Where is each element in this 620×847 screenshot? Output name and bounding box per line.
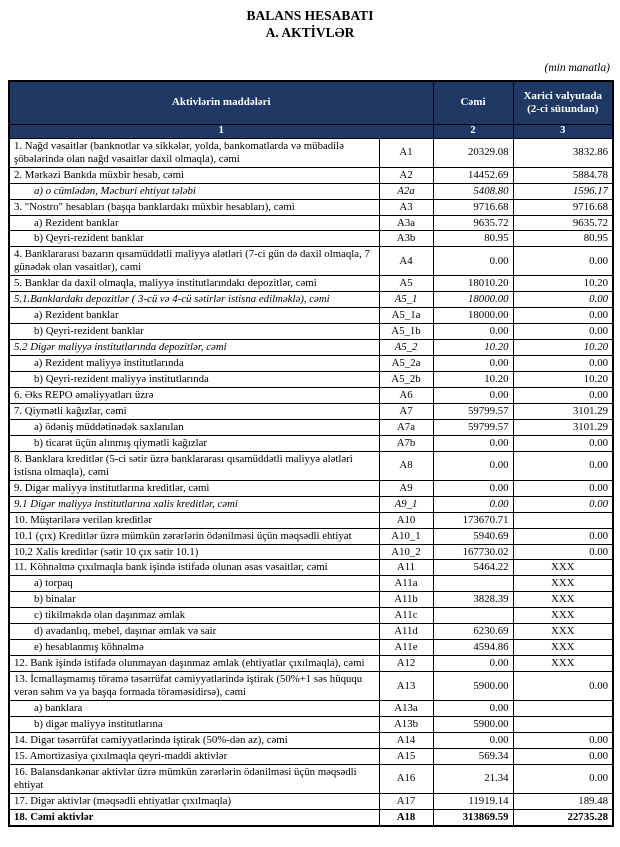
total-value-cell: 0.00 — [433, 435, 513, 451]
table-row — [9, 480, 613, 496]
foreign-currency-value-cell: 10.20 — [513, 340, 613, 356]
column-number-row — [9, 124, 613, 138]
table-row — [9, 183, 613, 199]
total-value-cell: 0.00 — [433, 388, 513, 404]
total-value-cell: 14452.69 — [433, 167, 513, 183]
total-value-cell: 0.00 — [433, 496, 513, 512]
item-label-cell: 9. Digər maliyyə institutlarına kreditlər, cəmi — [9, 480, 379, 496]
item-code-cell: A11b — [379, 592, 433, 608]
total-value-cell: 11919.14 — [433, 793, 513, 809]
item-label-cell: 7. Qiymətli kağızlar, cəmi — [9, 403, 379, 419]
table-row — [9, 276, 613, 292]
foreign-currency-value-cell: 0.00 — [513, 435, 613, 451]
foreign-currency-value-cell: 0.00 — [513, 388, 613, 404]
foreign-currency-value-cell: 10.20 — [513, 276, 613, 292]
total-value-cell: 18000.00 — [433, 292, 513, 308]
total-value-cell: 0.00 — [433, 451, 513, 480]
total-value-cell: 5408.80 — [433, 183, 513, 199]
table-row — [9, 656, 613, 672]
item-code-cell: A13 — [379, 672, 433, 701]
table-row — [9, 372, 613, 388]
table-row — [9, 640, 613, 656]
foreign-currency-value-cell — [513, 512, 613, 528]
item-code-cell: A5_1a — [379, 308, 433, 324]
item-code-cell: A6 — [379, 388, 433, 404]
table-row — [9, 292, 613, 308]
item-code-cell: A10_1 — [379, 528, 433, 544]
total-value-cell: 0.00 — [433, 247, 513, 276]
item-code-cell: A3 — [379, 199, 433, 215]
item-code-cell: A12 — [379, 656, 433, 672]
total-value-cell: 20329.08 — [433, 138, 513, 167]
item-label-cell: 1. Nağd vəsaitlər (banknotlar və sikkələr, yolda, bankomatlarda və mübadilə şöbələrində olan nağd vəsaitlər daxil olmaqla), cəmi — [9, 138, 379, 167]
table-row — [9, 672, 613, 701]
item-code-cell: A10 — [379, 512, 433, 528]
total-value-cell: 18000.00 — [433, 308, 513, 324]
unit-note: (min manatla) — [544, 61, 610, 74]
item-label-cell: 10.1 (çıx) Kreditlər üzrə mümkün zərərlərin ödənilməsi üçün məqsədli ehtiyat — [9, 528, 379, 544]
header-total-column: Cəmi — [433, 81, 513, 125]
table-row — [9, 435, 613, 451]
item-label-cell: 17. Digər aktivlər (məqsədli ehtiyatlar çıxılmaqla) — [9, 793, 379, 809]
table-row — [9, 308, 613, 324]
item-label-cell: 18. Cəmi aktivlər — [9, 809, 379, 825]
item-code-cell: A2a — [379, 183, 433, 199]
report-title-block — [8, 8, 612, 42]
foreign-currency-value-cell: XXX — [513, 640, 613, 656]
foreign-currency-value-cell: 80.95 — [513, 231, 613, 247]
item-code-cell: A5 — [379, 276, 433, 292]
foreign-currency-value-cell: XXX — [513, 576, 613, 592]
total-value-cell: 0.00 — [433, 480, 513, 496]
item-label-cell: 10. Müştərilərə verilən kreditlər — [9, 512, 379, 528]
item-code-cell: A4 — [379, 247, 433, 276]
total-value-cell: 10.20 — [433, 340, 513, 356]
total-value-cell: 3828.39 — [433, 592, 513, 608]
item-label-cell: c) tikilməkdə olan daşınmaz əmlak — [9, 608, 379, 624]
foreign-currency-value-cell: 0.00 — [513, 308, 613, 324]
item-code-cell: A7a — [379, 419, 433, 435]
item-code-cell: A2 — [379, 167, 433, 183]
item-label-cell: a) banklara — [9, 701, 379, 717]
foreign-currency-value-cell: 0.00 — [513, 496, 613, 512]
foreign-currency-value-cell: XXX — [513, 592, 613, 608]
report-title-line2: A. AKTİVLƏR — [265, 24, 355, 40]
item-code-cell: A3b — [379, 231, 433, 247]
item-label-cell: 11. Köhnəlmə çıxılmaqla bank işində istifadə olunan əsas vəsaitlər, cəmi — [9, 560, 379, 576]
table-header — [9, 81, 613, 139]
table-row — [9, 764, 613, 793]
foreign-currency-value-cell: 0.00 — [513, 356, 613, 372]
item-label-cell: e) hesablanmış köhnəlmə — [9, 640, 379, 656]
foreign-currency-value-cell: 9635.72 — [513, 215, 613, 231]
header-items-column: Aktivlərin maddələri — [9, 81, 433, 125]
table-row — [9, 199, 613, 215]
foreign-currency-value-cell: 0.00 — [513, 748, 613, 764]
item-code-cell: A18 — [379, 809, 433, 825]
item-label-cell: a) Rezident maliyyə institutlarında — [9, 356, 379, 372]
table-row — [9, 576, 613, 592]
report-title-line1: BALANS HESABATI — [246, 8, 374, 23]
column-number-1: 1 — [9, 124, 433, 138]
table-row — [9, 247, 613, 276]
item-label-cell: a) o cümlədən, Məcburi ehtiyat tələbi — [9, 183, 379, 199]
foreign-currency-value-cell: XXX — [513, 560, 613, 576]
item-label-cell: b) ticarət üçün alınmış qiymətli kağızlar — [9, 435, 379, 451]
foreign-currency-value-cell: 0.00 — [513, 544, 613, 560]
item-code-cell: A11a — [379, 576, 433, 592]
item-code-cell: A11d — [379, 624, 433, 640]
item-label-cell: 5.2 Digər maliyyə institutlarında depozitlər, cəmi — [9, 340, 379, 356]
table-row — [9, 340, 613, 356]
table-row — [9, 388, 613, 404]
table-row — [9, 748, 613, 764]
total-value-cell: 0.00 — [433, 324, 513, 340]
table-row — [9, 701, 613, 717]
item-label-cell: a) Rezident banklar — [9, 308, 379, 324]
total-value-cell: 9635.72 — [433, 215, 513, 231]
table-row — [9, 544, 613, 560]
table-body — [9, 138, 613, 825]
item-label-cell: 14. Digər təsərrüfat cəmiyyətlərində iştirak (50%-dən az), cəmi — [9, 732, 379, 748]
item-label-cell: b) binalar — [9, 592, 379, 608]
foreign-currency-value-cell: 0.00 — [513, 247, 613, 276]
item-code-cell: A5_1 — [379, 292, 433, 308]
item-code-cell: A9_1 — [379, 496, 433, 512]
foreign-currency-value-cell: 3832.86 — [513, 138, 613, 167]
item-code-cell: A13a — [379, 701, 433, 717]
item-label-cell: 10.2 Xalis kreditlər (sətir 10 çıx sətir 10.1) — [9, 544, 379, 560]
total-value-cell: 0.00 — [433, 701, 513, 717]
foreign-currency-value-cell — [513, 717, 613, 733]
total-value-cell: 5464.22 — [433, 560, 513, 576]
item-label-cell: 5.1.Banklardakı depozitlər ( 3-cü və 4-cü sətirlər istisna edilməklə), cəmi — [9, 292, 379, 308]
column-number-3: 3 — [513, 124, 613, 138]
foreign-currency-value-cell — [513, 701, 613, 717]
item-label-cell: 12. Bank işində istifadə olunmayan daşınmaz əmlak (ehtiyatlar çıxılmaqla), cəmi — [9, 656, 379, 672]
item-code-cell: A17 — [379, 793, 433, 809]
item-code-cell: A16 — [379, 764, 433, 793]
item-label-cell: 13. İcmallaşmamış törəmə təsərrüfat cəmiyyətlərində iştirak (50%+1 səs hüququ verən səhm və ya başqa formada törəməsidirsə), cəmi — [9, 672, 379, 701]
table-row — [9, 592, 613, 608]
item-code-cell: A7 — [379, 403, 433, 419]
foreign-currency-value-cell: XXX — [513, 624, 613, 640]
foreign-currency-value-cell: XXX — [513, 656, 613, 672]
column-number-2: 2 — [433, 124, 513, 138]
total-value-cell: 0.00 — [433, 356, 513, 372]
foreign-currency-value-cell: 5884.78 — [513, 167, 613, 183]
header-foreign-column: Xarici valyutada (2-ci sütundan) — [513, 81, 613, 125]
table-header-row — [9, 81, 613, 125]
total-value-cell — [433, 608, 513, 624]
item-label-cell: b) Qeyri-rezident banklar — [9, 231, 379, 247]
item-label-cell: 8. Banklara kreditlər (5-ci sətir üzrə banklararası qısamüddətli maliyyə alətləri istisna olmaqla), cəmi — [9, 451, 379, 480]
table-row — [9, 717, 613, 733]
total-value-cell: 4594.86 — [433, 640, 513, 656]
item-label-cell: 9.1 Digər maliyyə institutlarına xalis kreditlər, cəmi — [9, 496, 379, 512]
foreign-currency-value-cell: XXX — [513, 608, 613, 624]
item-label-cell: d) avadanlıq, mebel, daşınar əmlak və sair — [9, 624, 379, 640]
foreign-currency-value-cell: 0.00 — [513, 528, 613, 544]
item-label-cell: 3. "Nostro" hesabları (başqa banklardakı müxbir hesabları), cəmi — [9, 199, 379, 215]
table-row — [9, 512, 613, 528]
item-label-cell: b) Qeyri-rezident maliyyə institutlarında — [9, 372, 379, 388]
total-value-cell: 173670.71 — [433, 512, 513, 528]
total-value-cell: 313869.59 — [433, 809, 513, 825]
total-value-cell: 569.34 — [433, 748, 513, 764]
item-code-cell: A11e — [379, 640, 433, 656]
item-label-cell: a) ödəniş müddətinədək saxlanılan — [9, 419, 379, 435]
foreign-currency-value-cell: 10.20 — [513, 372, 613, 388]
item-code-cell: A14 — [379, 732, 433, 748]
total-value-cell: 5900.00 — [433, 672, 513, 701]
item-code-cell: A5_2b — [379, 372, 433, 388]
item-label-cell: b) digər maliyyə institutlarına — [9, 717, 379, 733]
item-code-cell: A7b — [379, 435, 433, 451]
foreign-currency-value-cell: 0.00 — [513, 292, 613, 308]
item-label-cell: 16. Balansdankənar aktivlər üzrə mümkün zərərlərin ödənilməsi üçün məqsədli ehtiyat — [9, 764, 379, 793]
foreign-currency-value-cell: 189.48 — [513, 793, 613, 809]
foreign-currency-value-cell: 22735.28 — [513, 809, 613, 825]
item-code-cell: A13b — [379, 717, 433, 733]
foreign-currency-value-cell: 0.00 — [513, 451, 613, 480]
total-value-cell: 0.00 — [433, 656, 513, 672]
item-code-cell: A8 — [379, 451, 433, 480]
item-label-cell: a) torpaq — [9, 576, 379, 592]
foreign-currency-value-cell: 0.00 — [513, 732, 613, 748]
foreign-currency-value-cell: 9716.68 — [513, 199, 613, 215]
table-row — [9, 231, 613, 247]
table-row — [9, 324, 613, 340]
item-code-cell: A10_2 — [379, 544, 433, 560]
balance-sheet-table — [8, 80, 614, 827]
foreign-currency-value-cell: 0.00 — [513, 480, 613, 496]
table-row — [9, 167, 613, 183]
total-value-cell — [433, 576, 513, 592]
table-row — [9, 608, 613, 624]
total-value-cell: 0.00 — [433, 732, 513, 748]
item-code-cell: A11c — [379, 608, 433, 624]
foreign-currency-value-cell: 0.00 — [513, 764, 613, 793]
item-code-cell: A5_2 — [379, 340, 433, 356]
item-label-cell: 5. Banklar da daxil olmaqla, maliyyə institutlarındakı depozitlər, cəmi — [9, 276, 379, 292]
total-value-cell: 80.95 — [433, 231, 513, 247]
total-value-cell: 59799.57 — [433, 403, 513, 419]
total-value-cell: 6230.69 — [433, 624, 513, 640]
item-code-cell: A5_1b — [379, 324, 433, 340]
total-value-cell: 5900.00 — [433, 717, 513, 733]
total-value-cell: 59799.57 — [433, 419, 513, 435]
item-code-cell: A9 — [379, 480, 433, 496]
total-value-cell: 10.20 — [433, 372, 513, 388]
table-row — [9, 451, 613, 480]
item-label-cell: b) Qeyri-rezident banklar — [9, 324, 379, 340]
item-label-cell: 2. Mərkəzi Bankda müxbir hesab, cəmi — [9, 167, 379, 183]
foreign-currency-value-cell: 0.00 — [513, 324, 613, 340]
item-label-cell: a) Rezident banklar — [9, 215, 379, 231]
item-code-cell: A15 — [379, 748, 433, 764]
total-value-cell: 9716.68 — [433, 199, 513, 215]
table-row — [9, 138, 613, 167]
table-row — [9, 793, 613, 809]
table-row — [9, 215, 613, 231]
table-row — [9, 528, 613, 544]
table-row — [9, 403, 613, 419]
table-row — [9, 560, 613, 576]
table-row — [9, 809, 613, 825]
item-code-cell: A1 — [379, 138, 433, 167]
total-value-cell: 167730.02 — [433, 544, 513, 560]
table-row — [9, 496, 613, 512]
total-value-cell: 21.34 — [433, 764, 513, 793]
item-code-cell: A11 — [379, 560, 433, 576]
total-value-cell: 18010.20 — [433, 276, 513, 292]
item-label-cell: 6. Əks REPO əməliyyatları üzrə — [9, 388, 379, 404]
item-code-cell: A5_2a — [379, 356, 433, 372]
foreign-currency-value-cell: 0.00 — [513, 672, 613, 701]
item-code-cell: A3a — [379, 215, 433, 231]
table-row — [9, 419, 613, 435]
foreign-currency-value-cell: 3101.29 — [513, 403, 613, 419]
table-row — [9, 624, 613, 640]
foreign-currency-value-cell: 3101.29 — [513, 419, 613, 435]
table-row — [9, 356, 613, 372]
table-row — [9, 732, 613, 748]
total-value-cell: 5940.69 — [433, 528, 513, 544]
item-label-cell: 15. Amortizasiya çıxılmaqla qeyri-maddi aktivlər — [9, 748, 379, 764]
foreign-currency-value-cell: 1596.17 — [513, 183, 613, 199]
item-label-cell: 4. Banklararası bazarın qısamüddətli maliyyə alətləri (7-ci gün də daxil olmaqla, 7 günədək olan vəsaitlər), cəmi — [9, 247, 379, 276]
